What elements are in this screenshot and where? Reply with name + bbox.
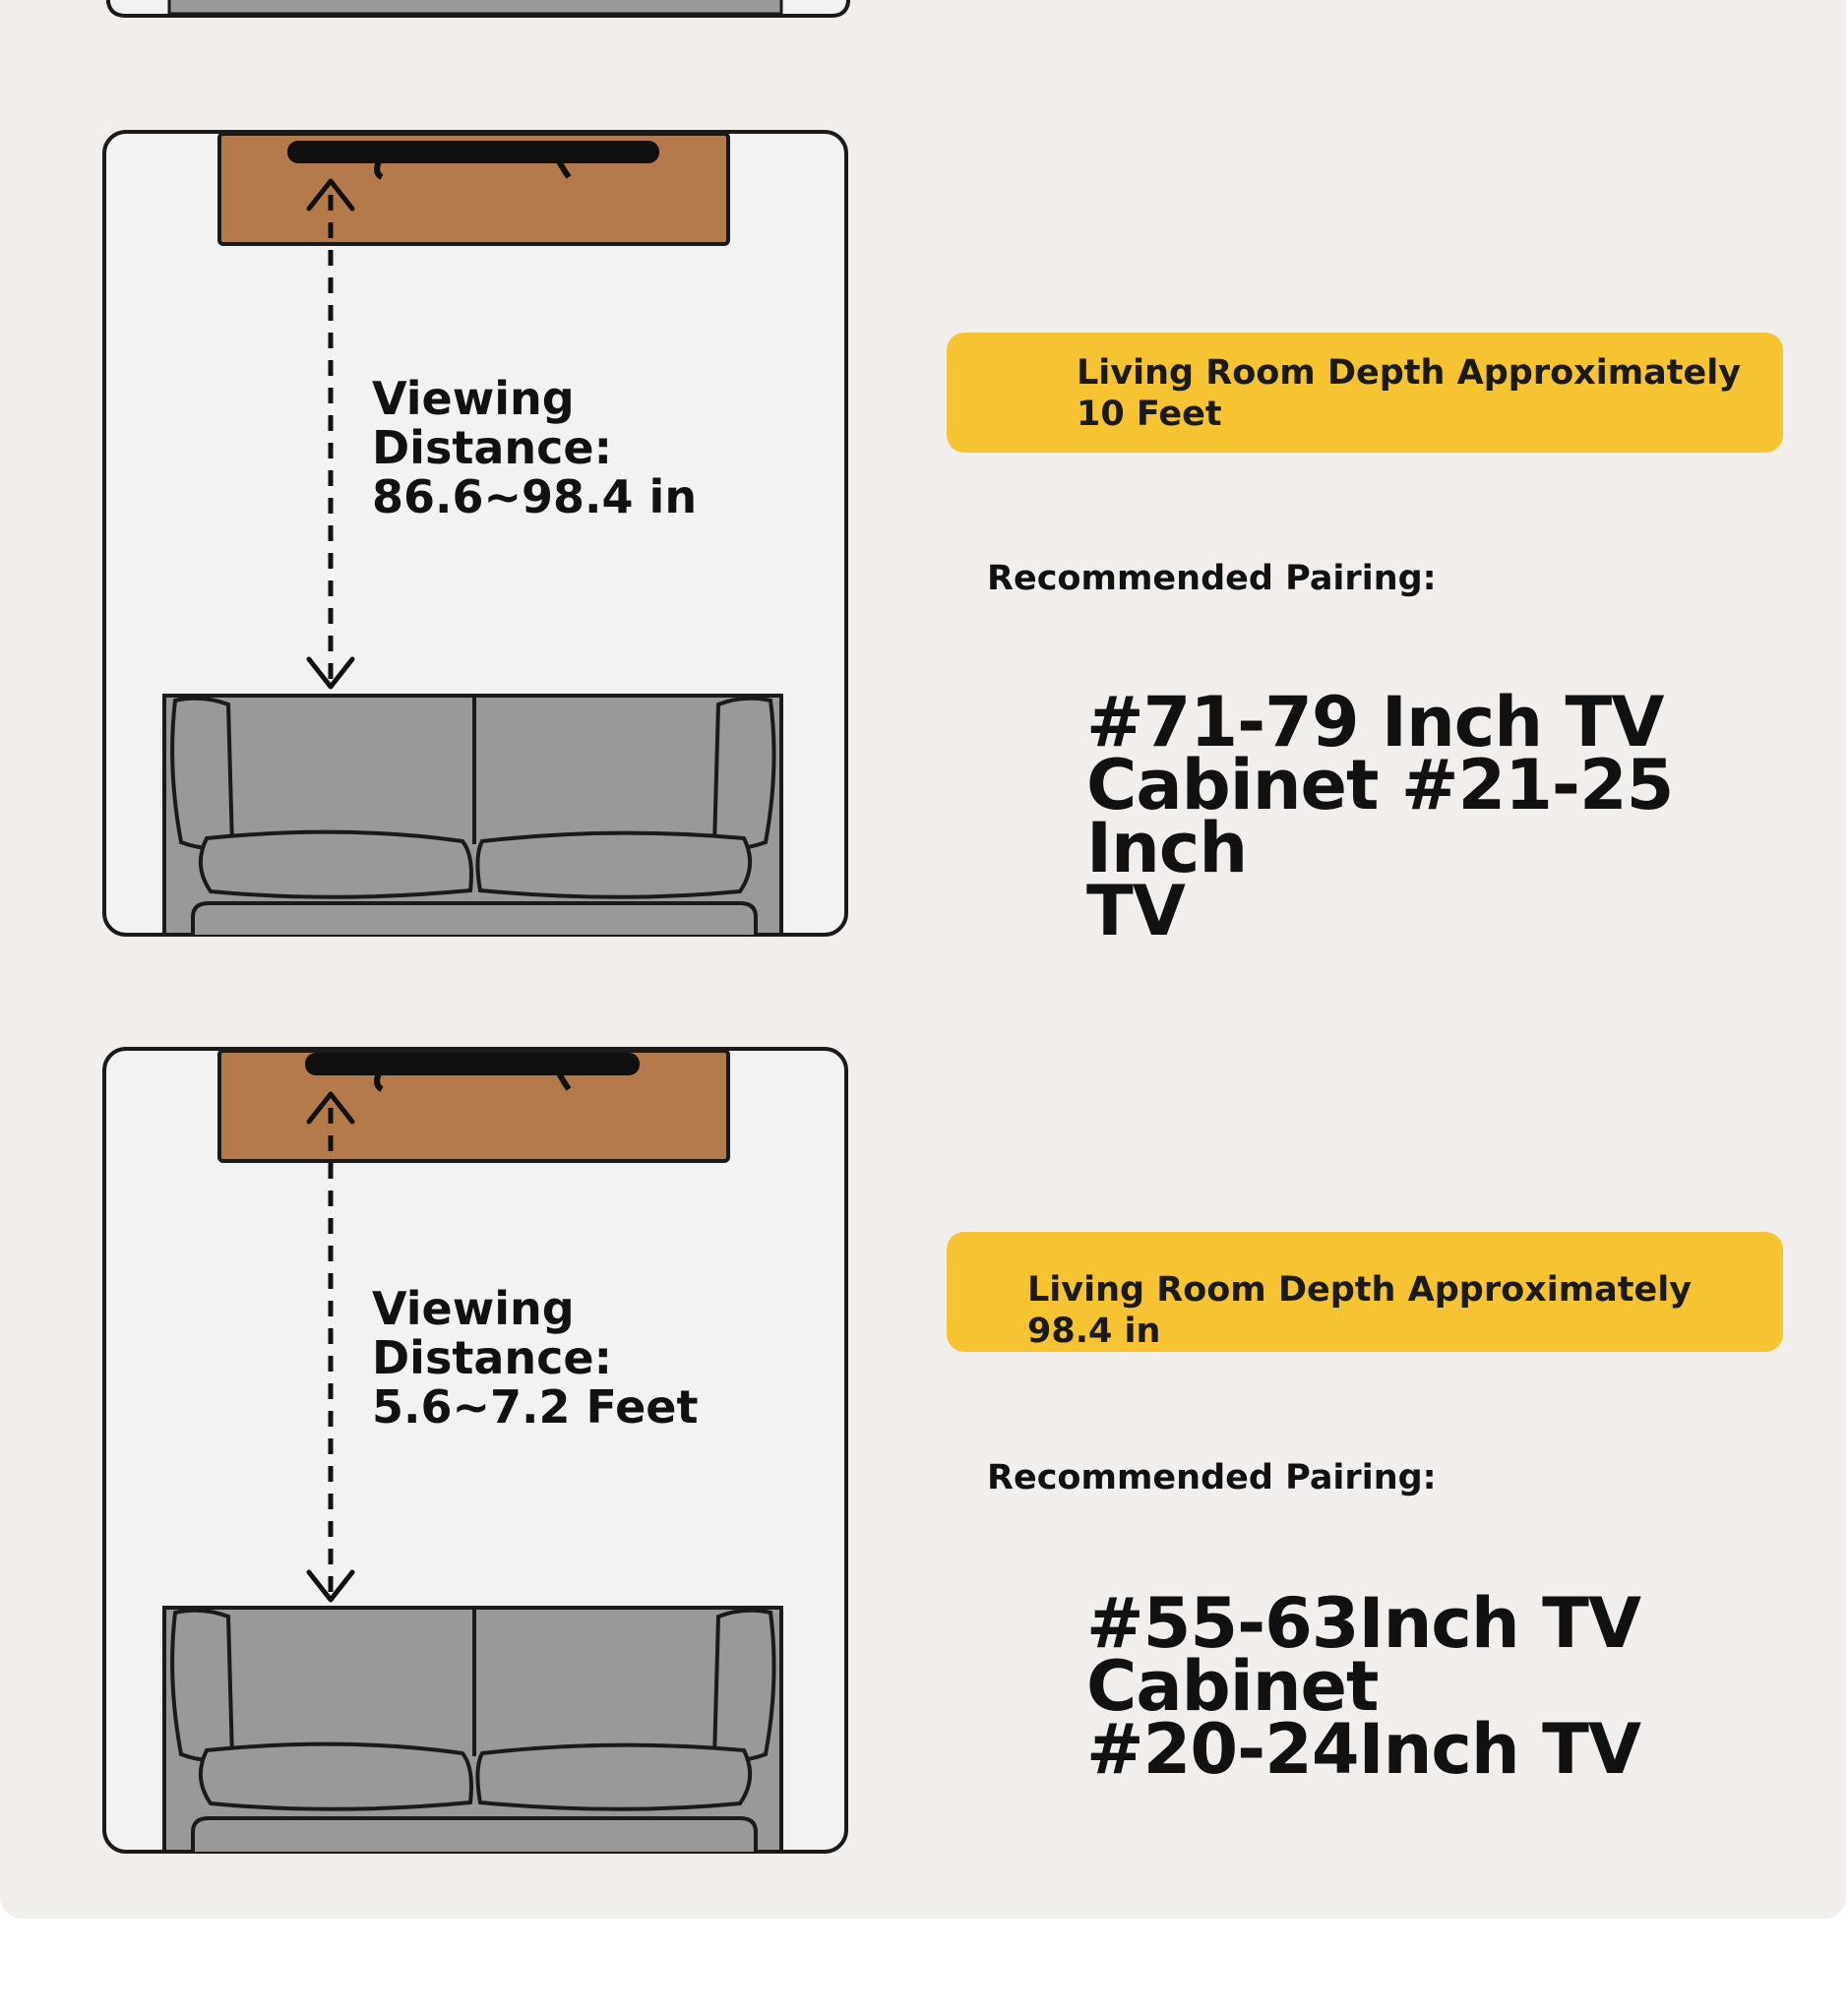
- pairing-line1: #71-79 Inch TV: [1086, 682, 1664, 763]
- viewing-distance-2: [372, 1284, 698, 1432]
- depth-line1: Living Room Depth Approximately 98.4 in: [1027, 1270, 1693, 1351]
- viewing-distance-value: 86.6~98.4 in: [372, 470, 698, 523]
- tv-screen: [287, 141, 659, 163]
- room-diagram-2: [104, 1049, 846, 1852]
- depth-line1: Living Room Depth Approximately: [1077, 353, 1742, 393]
- viewing-distance-line2: Distance:: [372, 1331, 612, 1384]
- pairing-line2: Cabinet: [1086, 1646, 1379, 1727]
- depth-band-2: [947, 1232, 1783, 1352]
- sofa: [164, 696, 781, 935]
- viewing-distance-line1: Viewing: [372, 1282, 575, 1335]
- pairing-text-2: [1086, 1583, 1641, 1790]
- depth-text-2: [1027, 1269, 1783, 1352]
- tv-screen: [305, 1053, 640, 1075]
- depth-text-1: [1077, 352, 1741, 435]
- pairing-text-1: [1086, 682, 1848, 951]
- recommended-pairing-label-2: Recommended Pairing:: [987, 1458, 1437, 1497]
- viewing-distance-value: 5.6~7.2 Feet: [372, 1380, 699, 1434]
- pairing-line3: TV: [1086, 871, 1185, 951]
- depth-band-1: [947, 333, 1783, 453]
- recommended-pairing-label-1: Recommended Pairing:: [987, 559, 1437, 598]
- viewing-distance-line2: Distance:: [372, 421, 612, 474]
- pairing-line2: Cabinet #21-25 Inch: [1086, 745, 1674, 888]
- viewing-distance-line1: Viewing: [372, 372, 575, 425]
- sofa: [164, 1608, 781, 1852]
- pairing-line1: #55-63Inch TV: [1086, 1583, 1641, 1664]
- partial-room-top: [108, 0, 848, 16]
- pairing-line3: #20-24Inch TV: [1086, 1709, 1641, 1790]
- room-diagram-1: [104, 132, 846, 935]
- depth-line2: 10 Feet: [1077, 395, 1222, 434]
- viewing-distance-1: [372, 374, 697, 521]
